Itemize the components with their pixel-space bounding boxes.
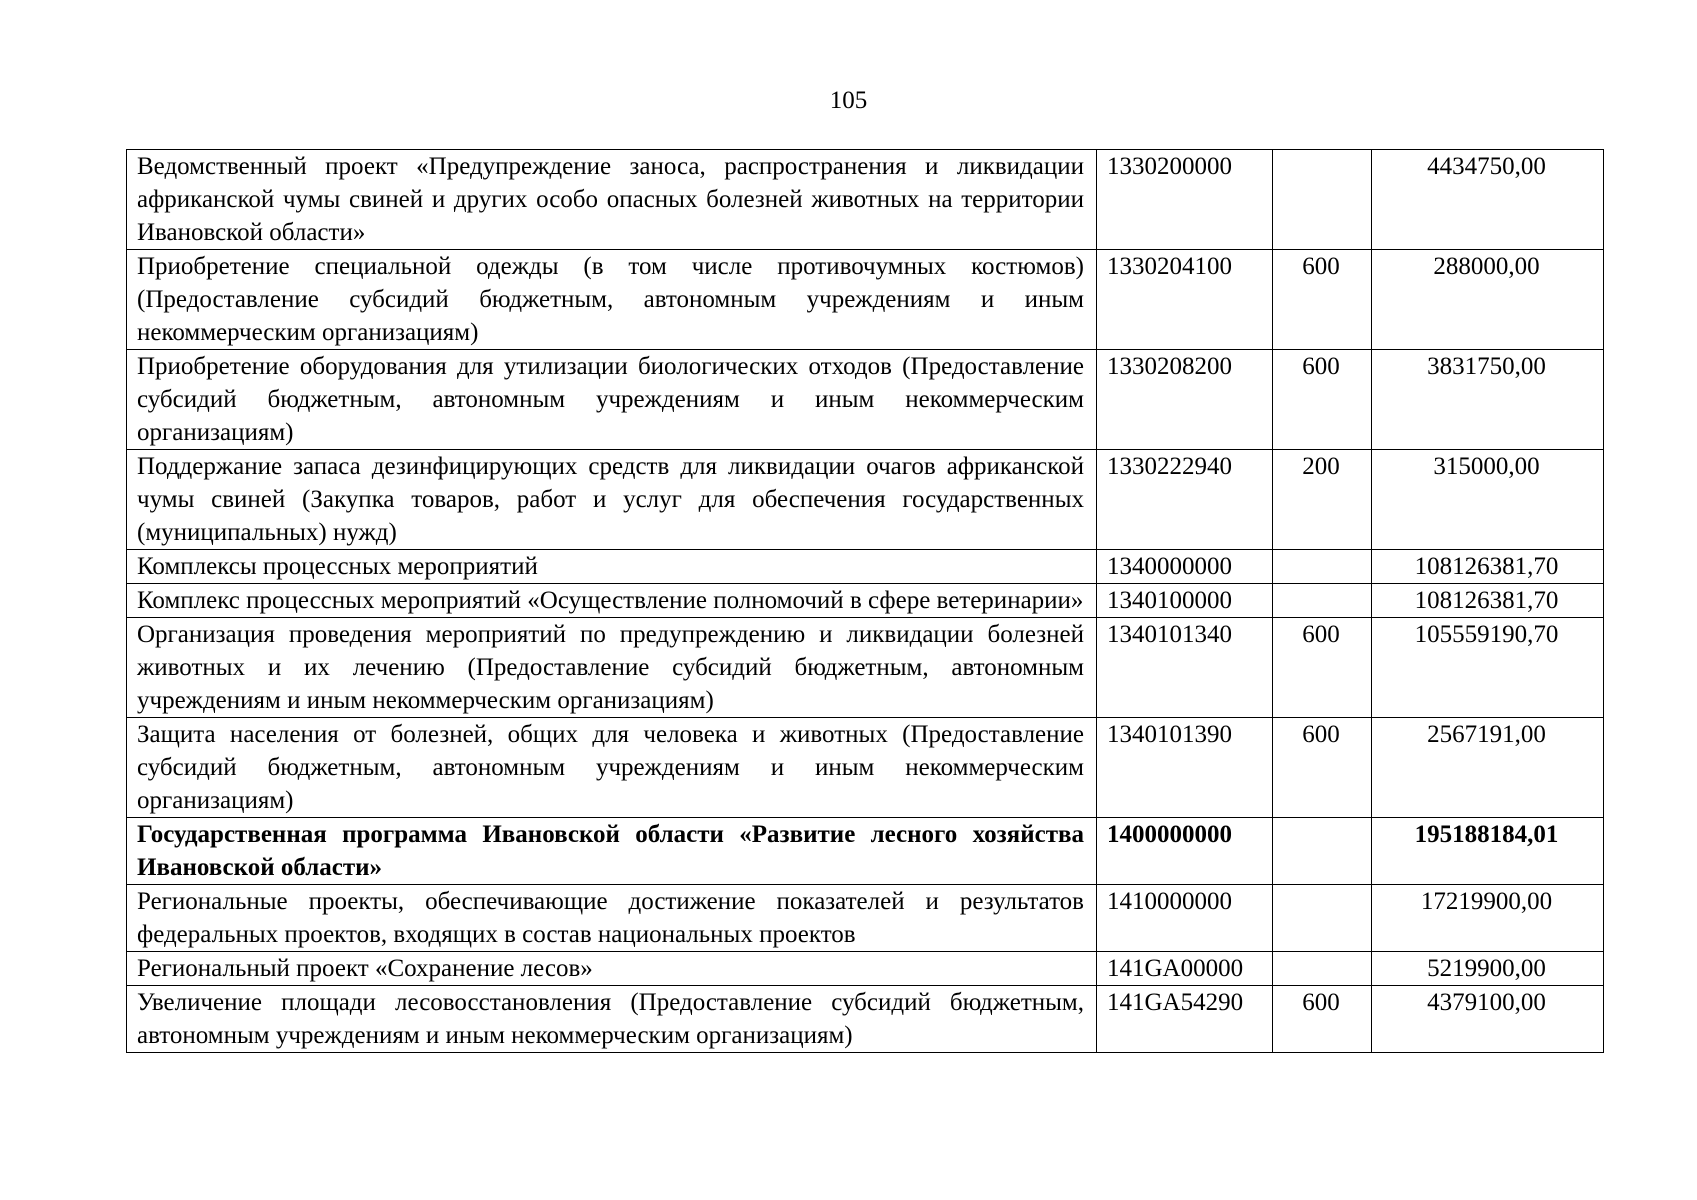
budget-table-body (127, 150, 1604, 1053)
row-expense-type-cell (1273, 818, 1372, 885)
row-name-cell: Региональный проект «Сохранение лесов» (127, 952, 1097, 986)
row-code-cell: 141GA54290 (1097, 986, 1273, 1053)
table-row (127, 450, 1604, 550)
row-sum-cell: 315000,00 (1372, 450, 1604, 550)
row-expense-type-cell: 200 (1273, 450, 1372, 550)
row-code-cell: 1340000000 (1097, 550, 1273, 584)
row-sum-cell: 105559190,70 (1372, 618, 1604, 718)
row-name-cell: Комплекс процессных мероприятий «Осуществление полномочий в сфере ветеринарии» (127, 584, 1097, 618)
table-row (127, 952, 1604, 986)
row-sum-cell: 4434750,00 (1372, 150, 1604, 250)
row-sum-cell: 3831750,00 (1372, 350, 1604, 450)
row-sum-cell: 195188184,01 (1372, 818, 1604, 885)
table-row (127, 150, 1604, 250)
table-row (127, 986, 1604, 1053)
row-sum-cell: 5219900,00 (1372, 952, 1604, 986)
row-name-cell: Приобретение специальной одежды (в том числе противочумных костюмов) (Предоставление субсидий бюджетным, автономным учреждениям и иным некоммерческим организациям) (127, 250, 1097, 350)
row-code-cell: 141GA00000 (1097, 952, 1273, 986)
row-sum-cell: 108126381,70 (1372, 550, 1604, 584)
budget-table (126, 149, 1604, 1053)
row-expense-type-cell: 600 (1273, 250, 1372, 350)
table-row-program-total (127, 818, 1604, 885)
row-sum-cell: 2567191,00 (1372, 718, 1604, 818)
row-name-cell: Организация проведения мероприятий по предупреждению и ликвидации болезней животных и их лечению (Предоставление субсидий бюджетным, автономным учреждениям и иным некоммерческим организациям) (127, 618, 1097, 718)
table-row (127, 350, 1604, 450)
table-row (127, 550, 1604, 584)
row-name-cell: Защита населения от болезней, общих для человека и животных (Предоставление субсидий бюджетным, автономным учреждениям и иным некоммерческим организациям) (127, 718, 1097, 818)
row-sum-cell: 108126381,70 (1372, 584, 1604, 618)
row-name-cell: Увеличение площади лесовосстановления (Предоставление субсидий бюджетным, автономным учреждениям и иным некоммерческим организациям) (127, 986, 1097, 1053)
table-row (127, 885, 1604, 952)
row-expense-type-cell: 600 (1273, 350, 1372, 450)
table-row (127, 584, 1604, 618)
row-expense-type-cell: 600 (1273, 618, 1372, 718)
row-expense-type-cell (1273, 150, 1372, 250)
row-name-cell: Государственная программа Ивановской области «Развитие лесного хозяйства Ивановской области» (127, 818, 1097, 885)
row-expense-type-cell (1273, 584, 1372, 618)
row-expense-type-cell (1273, 550, 1372, 584)
row-name-cell: Региональные проекты, обеспечивающие достижение показателей и результатов федеральных проектов, входящих в состав национальных проектов (127, 885, 1097, 952)
row-expense-type-cell (1273, 952, 1372, 986)
row-sum-cell: 4379100,00 (1372, 986, 1604, 1053)
row-code-cell: 1340101390 (1097, 718, 1273, 818)
row-code-cell: 1400000000 (1097, 818, 1273, 885)
row-expense-type-cell: 600 (1273, 986, 1372, 1053)
row-code-cell: 1410000000 (1097, 885, 1273, 952)
row-expense-type-cell (1273, 885, 1372, 952)
row-code-cell: 1330200000 (1097, 150, 1273, 250)
row-name-cell: Комплексы процессных мероприятий (127, 550, 1097, 584)
table-row (127, 250, 1604, 350)
table-row (127, 618, 1604, 718)
row-code-cell: 1330222940 (1097, 450, 1273, 550)
table-row (127, 718, 1604, 818)
row-sum-cell: 17219900,00 (1372, 885, 1604, 952)
row-code-cell: 1340101340 (1097, 618, 1273, 718)
row-sum-cell: 288000,00 (1372, 250, 1604, 350)
row-name-cell: Ведомственный проект «Предупреждение заноса, распространения и ликвидации африканской чумы свиней и других особо опасных болезней животных на территории Ивановской области» (127, 150, 1097, 250)
page-number: 105 (829, 87, 868, 114)
row-name-cell: Поддержание запаса дезинфицирующих средств для ликвидации очагов африканской чумы свиней (Закупка товаров, работ и услуг для обеспечения государственных (муниципальных) нужд) (127, 450, 1097, 550)
row-expense-type-cell: 600 (1273, 718, 1372, 818)
row-name-cell: Приобретение оборудования для утилизации биологических отходов (Предоставление субсидий бюджетным, автономным учреждениям и иным некоммерческим организациям) (127, 350, 1097, 450)
row-code-cell: 1340100000 (1097, 584, 1273, 618)
row-code-cell: 1330208200 (1097, 350, 1273, 450)
row-code-cell: 1330204100 (1097, 250, 1273, 350)
